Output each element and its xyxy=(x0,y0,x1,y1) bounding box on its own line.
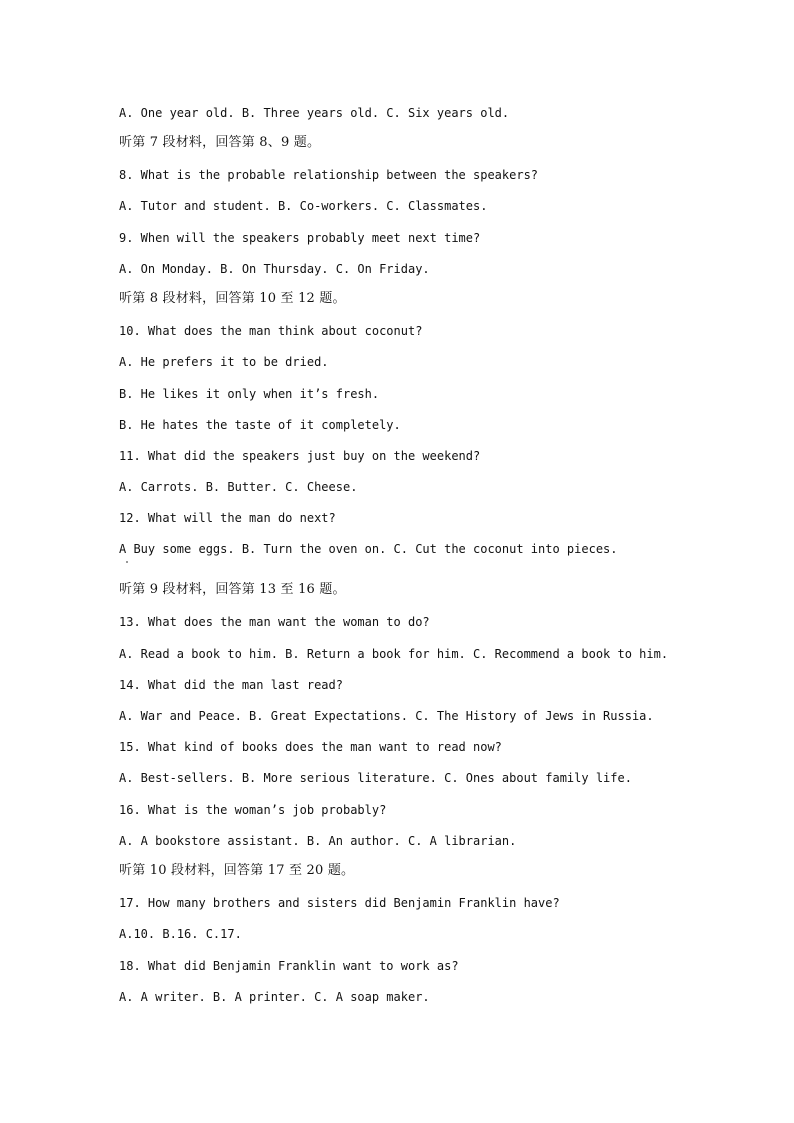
q8-question: 8. What is the probable relationship between the speakers? xyxy=(119,168,539,182)
q14-question: 14. What did the man last read? xyxy=(119,678,343,692)
q15-options: A. Best-sellers. B. More serious literature. C. Ones about family life. xyxy=(119,771,632,785)
section-8-heading: 听第 8 段材料，回答第 10 至 12 题。 xyxy=(119,291,346,306)
q10-option-b: B. He likes it only when it’s fresh. xyxy=(119,387,380,401)
q13-options: A. Read a book to him. B. Return a book for him. C. Recommend a book to him. xyxy=(119,647,669,661)
q16-question: 16. What is the woman’s job probably? xyxy=(119,803,387,817)
stray-mark xyxy=(126,561,128,563)
q9-question: 9. When will the speakers probably meet next time? xyxy=(119,231,481,245)
q11-question: 11. What did the speakers just buy on the weekend? xyxy=(119,449,481,463)
q7-options: A. One year old. B. Three years old. C. Six years old. xyxy=(119,106,510,120)
q17-options: A.10. B.16. C.17. xyxy=(119,927,242,941)
q12-options: A Buy some eggs. B. Turn the oven on. C. Cut the coconut into pieces. xyxy=(119,542,618,556)
section-7-heading: 听第 7 段材料，回答第 8、9 题。 xyxy=(119,135,321,150)
q18-question: 18. What did Benjamin Franklin want to work as? xyxy=(119,959,459,973)
section-10-heading: 听第 10 段材料，回答第 17 至 20 题。 xyxy=(119,863,355,878)
q10-option-c: B. He hates the taste of it completely. xyxy=(119,418,401,432)
q12-question: 12. What will the man do next? xyxy=(119,511,336,525)
q11-options: A. Carrots. B. Butter. C. Cheese. xyxy=(119,480,358,494)
q17-question: 17. How many brothers and sisters did Benjamin Franklin have? xyxy=(119,896,560,910)
q10-question: 10. What does the man think about coconut? xyxy=(119,324,423,338)
q8-options: A. Tutor and student. B. Co-workers. C. Classmates. xyxy=(119,199,488,213)
q18-options: A. A writer. B. A printer. C. A soap maker. xyxy=(119,990,430,1004)
q9-options: A. On Monday. B. On Thursday. C. On Friday. xyxy=(119,262,430,276)
q10-option-a: A. He prefers it to be dried. xyxy=(119,355,329,369)
section-9-heading: 听第 9 段材料，回答第 13 至 16 题。 xyxy=(119,582,346,597)
q16-options: A. A bookstore assistant. B. An author. C. A librarian. xyxy=(119,834,517,848)
q14-options: A. War and Peace. B. Great Expectations. C. The History of Jews in Russia. xyxy=(119,709,654,723)
q13-question: 13. What does the man want the woman to do? xyxy=(119,615,430,629)
q15-question: 15. What kind of books does the man want to read now? xyxy=(119,740,502,754)
